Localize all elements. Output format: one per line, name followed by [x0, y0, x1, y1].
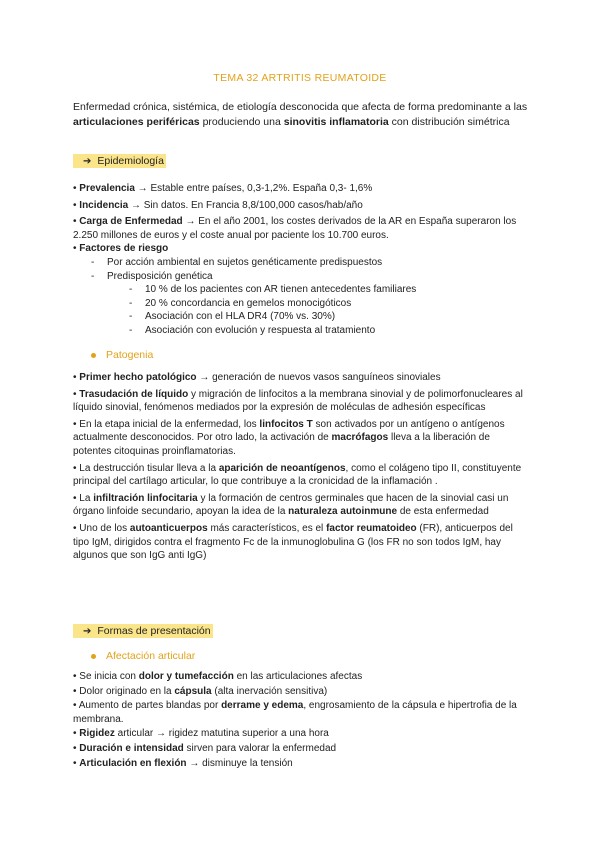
list-item: • Dolor originado en la cápsula (alta inervación sensitiva): [73, 685, 328, 697]
section-label: Patogenia: [106, 349, 154, 361]
intro-text: Enfermedad crónica, sistémica, de etiología desconocida que afecta de forma predominante a las: [73, 101, 528, 113]
list-item: • Primer hecho patológico → generación de nuevos vasos sanguíneos sinoviales: [73, 372, 441, 383]
afectacion-block: [73, 670, 528, 771]
list-item: • En la etapa inicial de la enfermedad, los linfocitos T son activados por un antígeno o antígenos actualmente desconocidos. Por otro lado, la activación de macrófagos lleva a la liberación de potentes citoquinas proinflamatorias.: [73, 418, 505, 457]
list-subitem: - Por acción ambiental en sujetos genéticamente predispuestos: [91, 256, 383, 268]
epidemiologia-block: [73, 182, 528, 338]
list-item: • Duración e intensidad sirven para valorar la enfermedad: [73, 742, 337, 754]
list-item: • Carga de Enfermedad → En el año 2001, los costes derivados de la AR en España superaron los 2.250 millones de euros y el coste anual por paciente los 10.700 euros.: [73, 216, 517, 241]
section-heading-patogenia: [73, 348, 153, 362]
list-item: • Aumento de partes blandas por derrame y edema, engrosamiento de la cápsula e hipertrofia de la membrana.: [73, 700, 517, 725]
intro-paragraph: [73, 100, 528, 129]
section-heading-afectacion: [73, 649, 195, 663]
list-subitem: - Asociación con evolución y respuesta al tratamiento: [129, 324, 376, 336]
bullet-dot-icon: [91, 353, 96, 358]
intro-bold: articulaciones periféricas: [73, 115, 200, 128]
bullet-dot-icon: [91, 654, 96, 659]
arrow-icon: ➔: [83, 156, 92, 167]
section-label: Formas de presentación: [97, 625, 211, 637]
list-item: • Rigidez articular → rigidez matutina superior a una hora: [73, 728, 329, 740]
list-item: • Factores de riesgo: [73, 243, 169, 255]
list-item: • Incidencia → Sin datos. En Francia 8,8/100,000 casos/hab/año: [73, 199, 363, 211]
intro-bold: sinovitis inflamatoria: [283, 115, 389, 128]
list-item: • Prevalencia → Estable entre países, 0,3-1,2%. España 0,3- 1,6%: [73, 183, 373, 194]
list-subitem: - Asociación con el HLA DR4 (70% vs. 30%): [129, 311, 336, 323]
section-label: Epidemiología: [97, 155, 164, 167]
section-heading-formas: [73, 624, 213, 639]
list-item: • La destrucción tisular lleva a la aparición de neoantígenos, como el colágeno tipo II, constituyente principal del cartílago articular, lo que contribuye a la cronicidad de la inflamación .: [73, 462, 522, 488]
patogenia-block: [73, 371, 528, 566]
intro-text: con distribución simétrica: [388, 115, 510, 128]
document-title: TEMA 32 ARTRITIS REUMATOIDE: [213, 72, 387, 84]
list-item: • Uno de los autoanticuerpos más característicos, es el factor reumatoideo (FR), anticuerpos del tipo IgM, dirigidos contra el fragmento Fc de la inmunoglobulina G (los FR no son todos IgM, hay algunos que son IgG anti IgG): [73, 522, 513, 562]
list-item: • Se inicia con dolor y tumefacción en las articulaciones afectas: [73, 671, 363, 682]
list-subitem: - 10 % de los pacientes con AR tienen antecedentes familiares: [129, 284, 417, 296]
list-item: • La infiltración linfocitaria y la formación de centros germinales que hacen de la sinovial casi un órgano linfoide secundario, apoyan la idea de la naturaleza autoinmune de esta enfermedad: [73, 492, 509, 518]
list-subitem: - 20 % concordancia en gemelos monocigóticos: [129, 297, 352, 309]
section-heading-epidemiologia: [73, 154, 166, 169]
section-label: Afectación articular: [106, 650, 196, 662]
arrow-icon: ➔: [83, 626, 92, 637]
intro-text: produciendo una: [199, 115, 284, 128]
list-item: • Articulación en flexión → disminuye la tensión: [73, 757, 293, 769]
list-subitem: - Predisposición genética: [91, 270, 213, 282]
list-item: • Trasudación de líquido y migración de linfocitos a la membrana sinovial y de polimorfonucleares al líquido sinovial, fenómenos mediados por la expresión de moléculas de adhesión específicas: [73, 388, 523, 414]
